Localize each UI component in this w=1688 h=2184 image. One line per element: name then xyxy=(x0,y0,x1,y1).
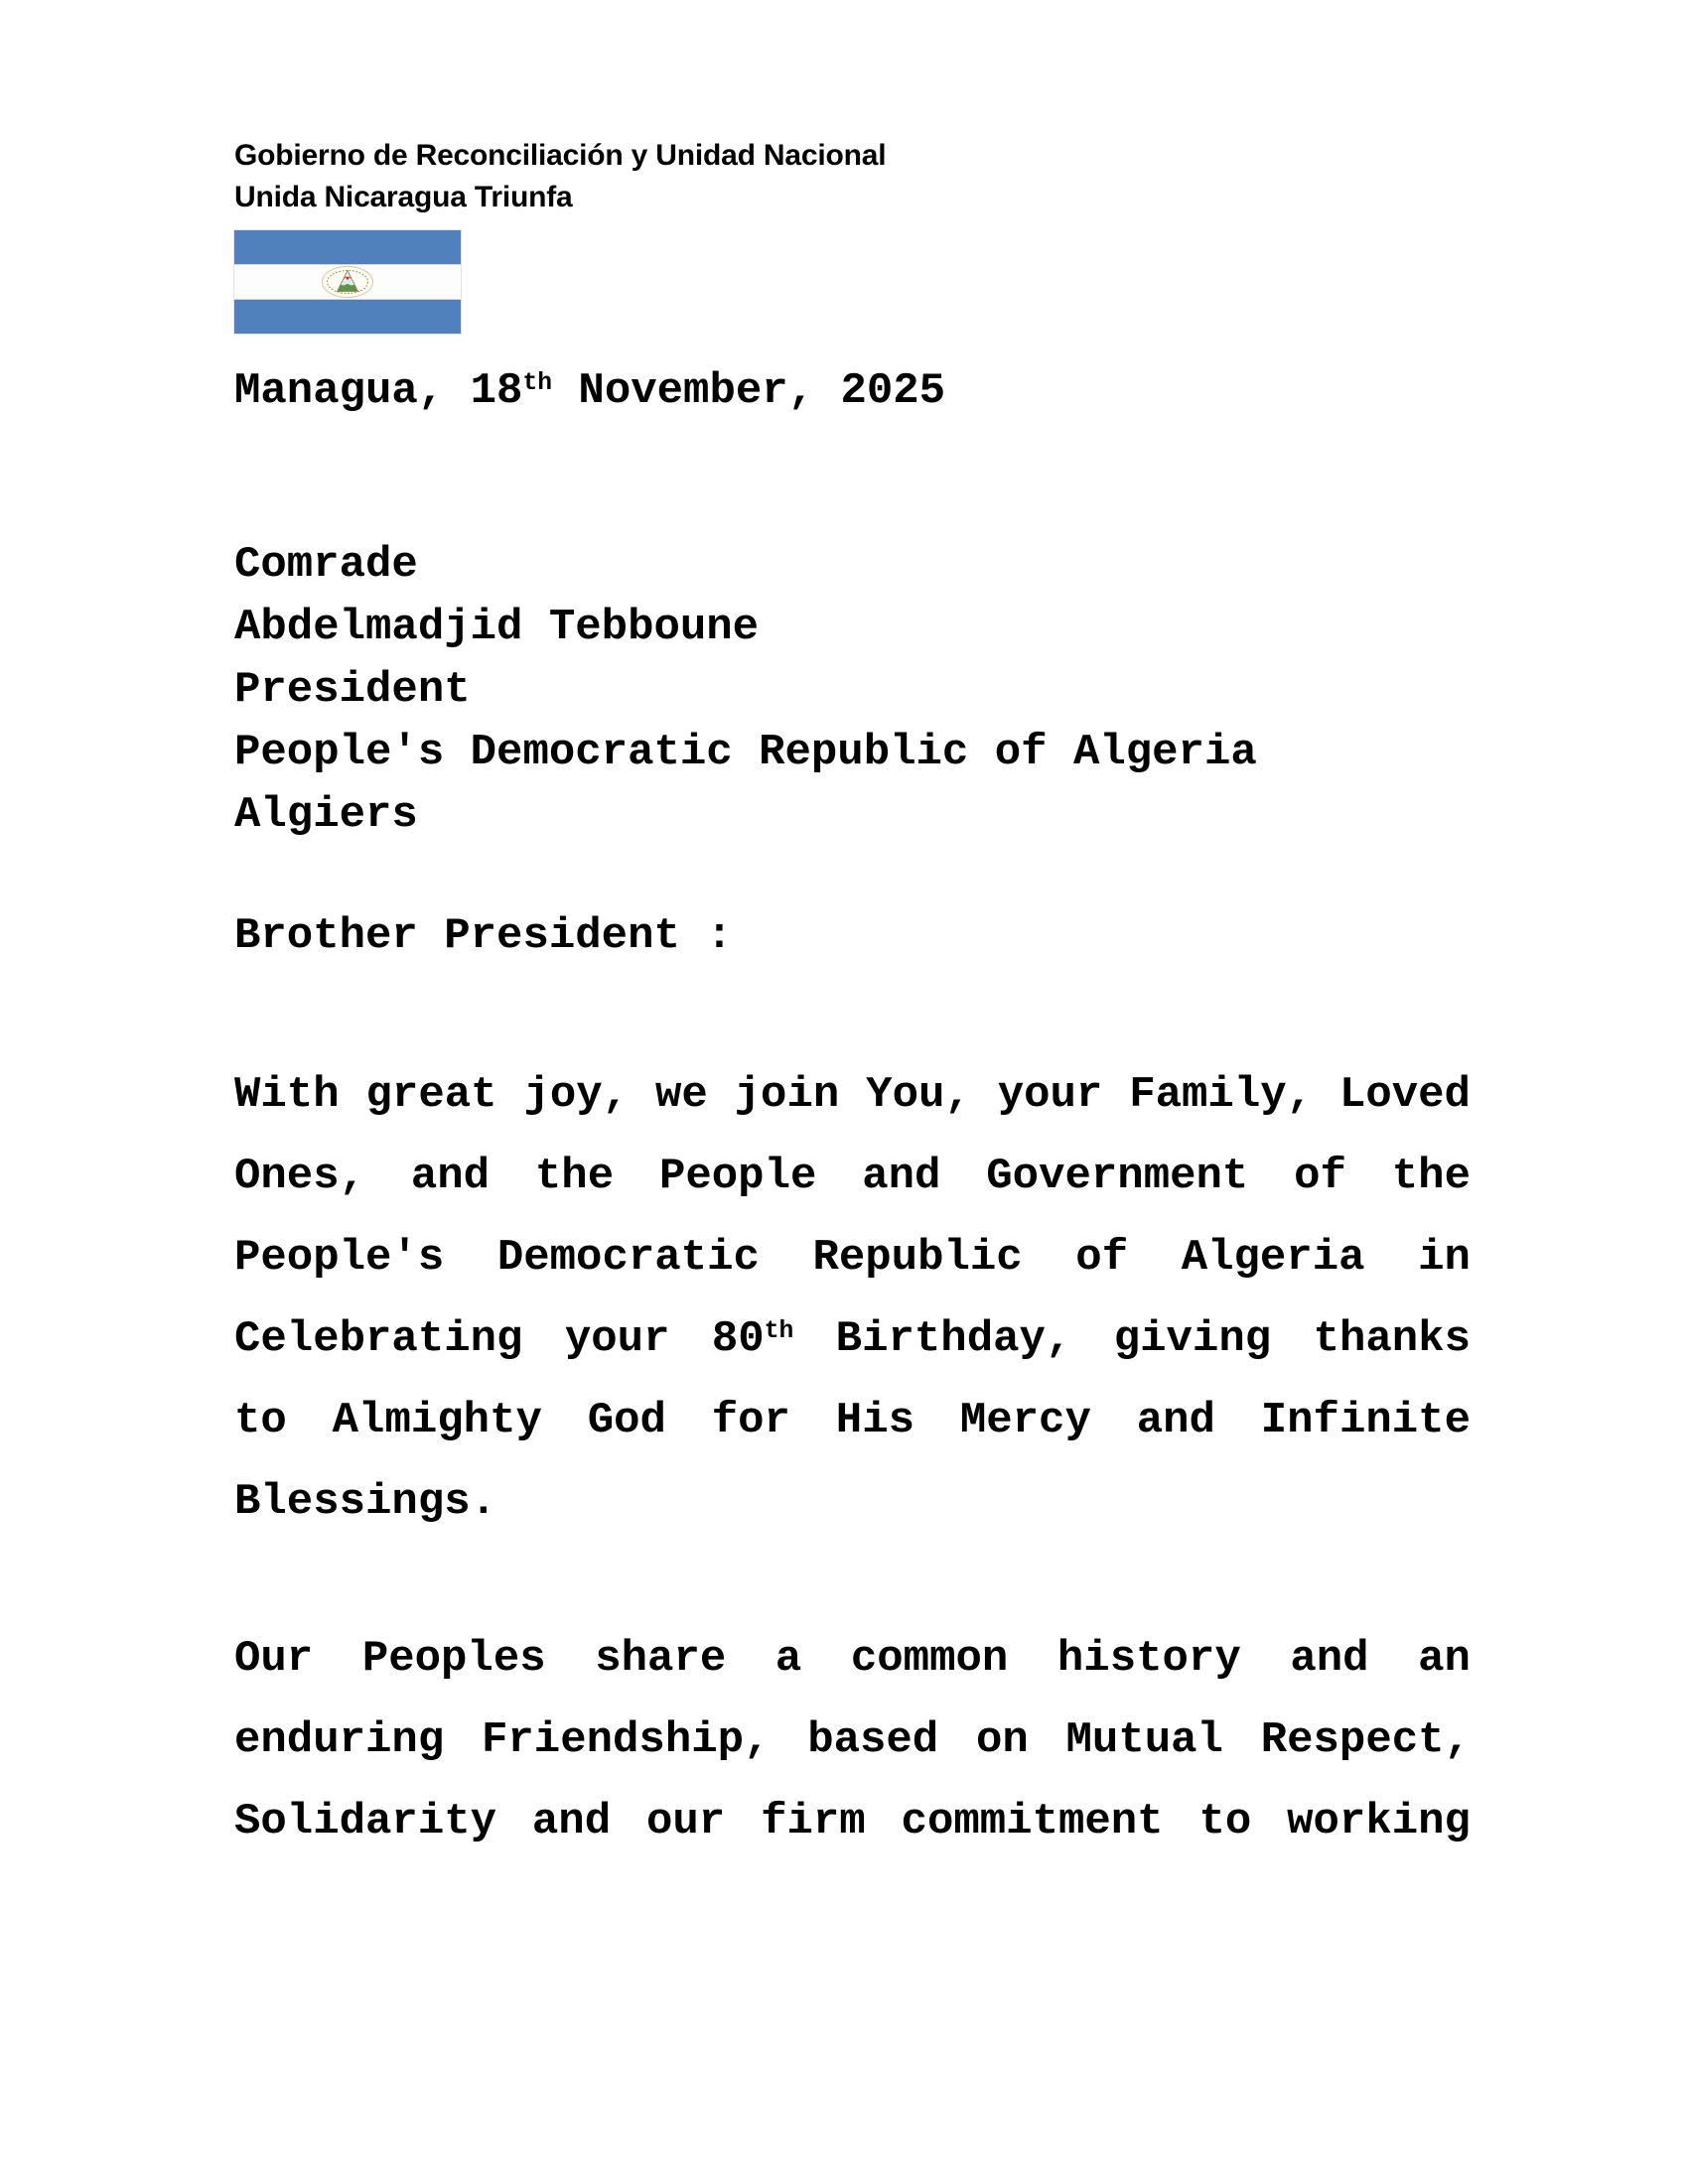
date-line: Managua, 18th November, 2025 xyxy=(234,366,946,416)
coat-of-arms-icon xyxy=(321,265,374,299)
nicaragua-flag xyxy=(234,230,461,334)
flag-stripe-bottom xyxy=(234,300,461,334)
paragraph-line: to Almighty God for His Mercy and Infinite xyxy=(234,1396,1471,1445)
org-header-line1: Gobierno de Reconciliación y Unidad Nacional xyxy=(234,139,887,172)
paragraph-line: Our Peoples share a common history and an xyxy=(234,1634,1471,1684)
recipient-role: President xyxy=(234,665,471,715)
org-header xyxy=(234,135,886,218)
recipient-block xyxy=(234,534,1257,847)
flag-stripe-middle xyxy=(234,264,461,300)
recipient-name: Abdelmadjid Tebboune xyxy=(234,603,760,652)
recipient-country: People's Democratic Republic of Algeria xyxy=(234,728,1257,777)
org-header-line2: Unida Nicaragua Triunfa xyxy=(234,181,573,213)
flag-stripe-top xyxy=(234,230,461,264)
paragraph-line: People's Democratic Republic of Algeria in xyxy=(234,1233,1471,1283)
paragraph-line: Ones, and the People and Government of the xyxy=(234,1152,1471,1201)
salutation: Brother President : xyxy=(234,911,733,961)
paragraph-line: Celebrating your 80th Birthday, giving thanks xyxy=(234,1314,1471,1364)
recipient-title: Comrade xyxy=(234,540,418,590)
paragraph-2 xyxy=(234,1618,1471,1862)
paragraph-line: enduring Friendship, based on Mutual Respect, xyxy=(234,1715,1471,1765)
paragraph-1 xyxy=(234,1054,1471,1543)
recipient-city: Algiers xyxy=(234,790,418,840)
paragraph-line: Solidarity and our firm commitment to working xyxy=(234,1797,1471,1846)
paragraph-line: Blessings. xyxy=(234,1477,497,1527)
paragraph-line: With great joy, we join You, your Family, Loved xyxy=(234,1070,1471,1120)
